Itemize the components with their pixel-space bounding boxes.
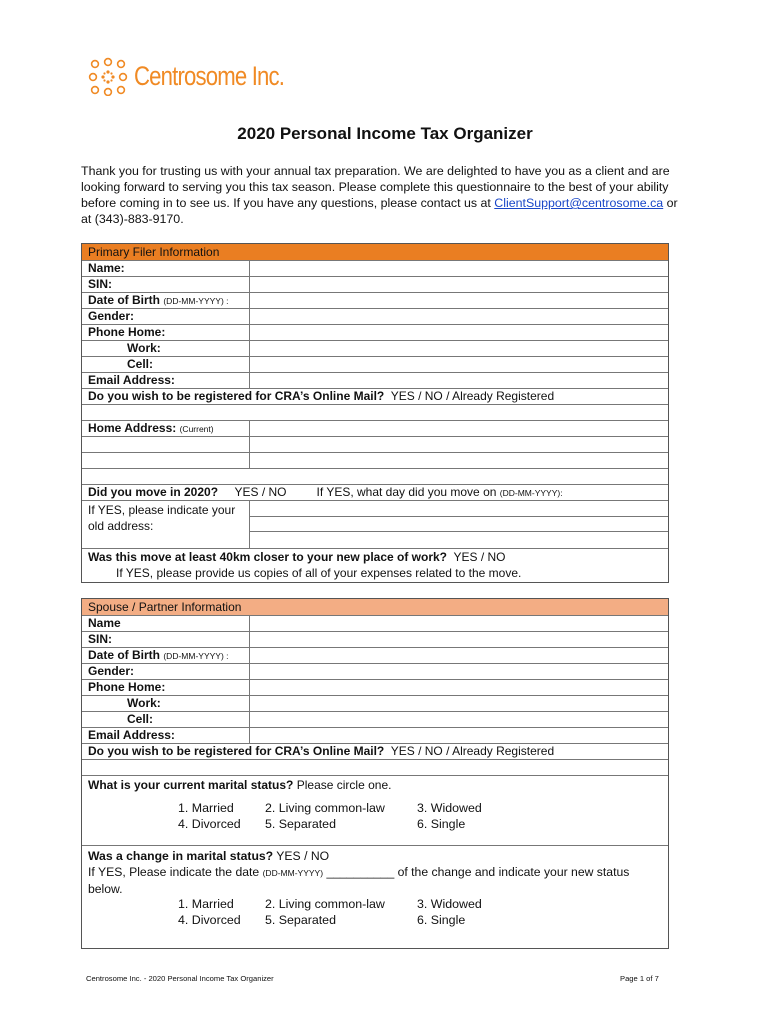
dob-label: Date of Birth (DD-MM-YYYY) : bbox=[82, 293, 250, 308]
page-number: Page 1 of 7 bbox=[620, 974, 659, 983]
change-date-text-end: __________ of the change and indicate your new status below. bbox=[88, 865, 630, 896]
spouse-phone-home-label: Phone Home: bbox=[82, 680, 250, 695]
closer-question: Was this move at least 40km closer to your new place of work? bbox=[88, 550, 448, 564]
spouse-cra-options[interactable]: YES / NO / Already Registered bbox=[390, 744, 555, 758]
home-address-field-2[interactable] bbox=[250, 437, 668, 452]
phone-cell-row bbox=[82, 357, 668, 373]
home-address-label: Home Address: (Current) bbox=[82, 421, 250, 436]
option-widowed[interactable]: 3. Widowed bbox=[417, 801, 482, 815]
intro-text-end: or at (343)-883-9170. bbox=[81, 196, 678, 226]
home-address-row-2 bbox=[82, 437, 668, 453]
closer-options[interactable]: YES / NO bbox=[453, 550, 506, 564]
intro-text: Thank you for trusting us with your annual tax preparation. We are delighted to have you as a client and are looking forward to serving you this tax season. Please complete this questionnaire to the best of your ability before coming in to see us. If you have any questions, please contact us at bbox=[81, 164, 670, 210]
marital-question: What is your current marital status? bbox=[88, 778, 294, 792]
spouse-phone-home-row bbox=[82, 680, 668, 696]
new-option-divorced[interactable]: 4. Divorced bbox=[178, 913, 241, 927]
spouse-phone-cell-field[interactable] bbox=[250, 712, 668, 727]
change-options[interactable]: YES / NO bbox=[276, 849, 330, 863]
email-row bbox=[82, 373, 668, 389]
old-address-field-2[interactable] bbox=[250, 517, 668, 533]
change-question: Was a change in marital status? bbox=[88, 849, 274, 863]
marital-status-row bbox=[82, 776, 668, 846]
phone-home-label: Phone Home: bbox=[82, 325, 250, 340]
expenses-note: If YES, please provide us copies of all of your expenses related to the move. bbox=[116, 566, 522, 580]
marital-change-row: Was a change in marital status? YES / NO If YES, Please indicate the date (DD-MM-YYYY) __________ of the change and indicate your new status below. 1. Married 2. Living common-law 3. Widowed 4. Divorced 5. Separated 6. Single bbox=[88, 849, 630, 927]
spouse-gender-field[interactable] bbox=[250, 664, 668, 679]
spouse-phone-home-field[interactable] bbox=[250, 680, 668, 695]
spouse-section bbox=[81, 598, 669, 949]
new-option-single[interactable]: 6. Single bbox=[417, 913, 466, 927]
spouse-dob-field[interactable] bbox=[250, 648, 668, 663]
phone-cell-label: Cell: bbox=[82, 357, 250, 372]
phone-work-label: Work: bbox=[82, 341, 250, 356]
dob-row bbox=[82, 293, 668, 309]
option-single[interactable]: 6. Single bbox=[417, 817, 466, 831]
blank-row bbox=[82, 405, 668, 421]
gender-field[interactable] bbox=[250, 309, 668, 324]
email-field[interactable] bbox=[250, 373, 668, 388]
phone-cell-field[interactable] bbox=[250, 357, 668, 372]
phone-home-field[interactable] bbox=[250, 325, 668, 340]
new-option-married[interactable]: 1. Married bbox=[178, 897, 234, 911]
support-email-link[interactable]: ClientSupport@centrosome.ca bbox=[494, 196, 664, 210]
spouse-phone-work-field[interactable] bbox=[250, 696, 668, 711]
move-options[interactable]: YES / NO bbox=[234, 485, 287, 499]
marital-note: Please circle one. bbox=[296, 778, 392, 792]
spouse-gender-row bbox=[82, 664, 668, 680]
sin-row bbox=[82, 277, 668, 293]
gender-label: Gender: bbox=[82, 309, 250, 324]
home-address-field-1[interactable] bbox=[250, 421, 668, 436]
spouse-dob-label: Date of Birth (DD-MM-YYYY) : bbox=[82, 648, 250, 663]
spouse-phone-cell-label: Cell: bbox=[82, 712, 250, 727]
spouse-blank-row bbox=[82, 760, 668, 776]
name-row bbox=[82, 261, 668, 277]
home-address-field-3[interactable] bbox=[250, 453, 668, 468]
move-day-question: If YES, what day did you move on bbox=[316, 485, 497, 499]
spouse-phone-cell-row bbox=[82, 712, 668, 728]
logo-dots-icon bbox=[88, 56, 130, 96]
spouse-phone-work-label: Work: bbox=[82, 696, 250, 711]
option-common-law[interactable]: 2. Living common-law bbox=[265, 801, 385, 815]
spouse-name-field[interactable] bbox=[250, 616, 668, 631]
option-married[interactable]: 1. Married bbox=[178, 801, 234, 815]
spouse-phone-work-row bbox=[82, 696, 668, 712]
sin-label: SIN: bbox=[82, 277, 250, 292]
spouse-dob-row bbox=[82, 648, 668, 664]
gender-row bbox=[82, 309, 668, 325]
blank-row-2 bbox=[82, 469, 668, 485]
name-label: Name: bbox=[82, 261, 250, 276]
cra-options[interactable]: YES / NO / Already Registered bbox=[390, 389, 555, 403]
spouse-header: Spouse / Partner Information bbox=[82, 599, 668, 616]
option-divorced[interactable]: 4. Divorced bbox=[178, 817, 241, 831]
move-row: Did you move in 2020? YES / NO If YES, what day did you move on (DD-MM-YYYY): bbox=[82, 485, 668, 501]
company-logo bbox=[88, 56, 317, 96]
footer-title: Centrosome Inc. - 2020 Personal Income Tax Organizer bbox=[86, 974, 274, 983]
new-option-common-law[interactable]: 2. Living common-law bbox=[265, 897, 385, 911]
old-address-row bbox=[82, 501, 668, 549]
home-address-row bbox=[82, 421, 668, 437]
spouse-email-label: Email Address: bbox=[82, 728, 250, 743]
logo-text: Centrosome Inc. bbox=[134, 60, 285, 91]
closer-row bbox=[82, 549, 668, 582]
spouse-sin-field[interactable] bbox=[250, 632, 668, 647]
intro-paragraph bbox=[81, 163, 691, 227]
move-question: Did you move in 2020? bbox=[88, 485, 219, 499]
spouse-gender-label: Gender: bbox=[82, 664, 250, 679]
spouse-name-label: Name bbox=[82, 616, 250, 631]
spouse-name-row bbox=[82, 616, 668, 632]
phone-work-field[interactable] bbox=[250, 341, 668, 356]
email-label: Email Address: bbox=[82, 373, 250, 388]
old-address-label: If YES, please indicate your old address: bbox=[82, 501, 250, 548]
spouse-sin-label: SIN: bbox=[82, 632, 250, 647]
primary-filer-header: Primary Filer Information bbox=[82, 244, 668, 261]
old-address-field-3[interactable] bbox=[250, 532, 668, 548]
primary-filer-section bbox=[81, 243, 669, 583]
sin-field[interactable] bbox=[250, 277, 668, 292]
document-title: 2020 Personal Income Tax Organizer bbox=[237, 124, 533, 143]
old-address-field-1[interactable] bbox=[250, 501, 668, 517]
spouse-cra-question: Do you wish to be registered for CRA’s Online Mail? bbox=[88, 744, 385, 758]
name-field[interactable] bbox=[250, 261, 668, 276]
change-date-text: If YES, Please indicate the date bbox=[88, 865, 260, 879]
new-option-widowed[interactable]: 3. Widowed bbox=[417, 897, 482, 911]
option-separated[interactable]: 5. Separated bbox=[265, 817, 336, 831]
dob-field[interactable] bbox=[250, 293, 668, 308]
spouse-sin-row bbox=[82, 632, 668, 648]
new-option-separated[interactable]: 5. Separated bbox=[265, 913, 336, 927]
spouse-cra-mail-row bbox=[82, 744, 668, 760]
home-address-row-3 bbox=[82, 453, 668, 469]
cra-question: Do you wish to be registered for CRA’s Online Mail? bbox=[88, 389, 385, 403]
phone-home-row bbox=[82, 325, 668, 341]
spouse-email-field[interactable] bbox=[250, 728, 668, 743]
cra-mail-row bbox=[82, 389, 668, 405]
phone-work-row bbox=[82, 341, 668, 357]
spouse-email-row bbox=[82, 728, 668, 744]
